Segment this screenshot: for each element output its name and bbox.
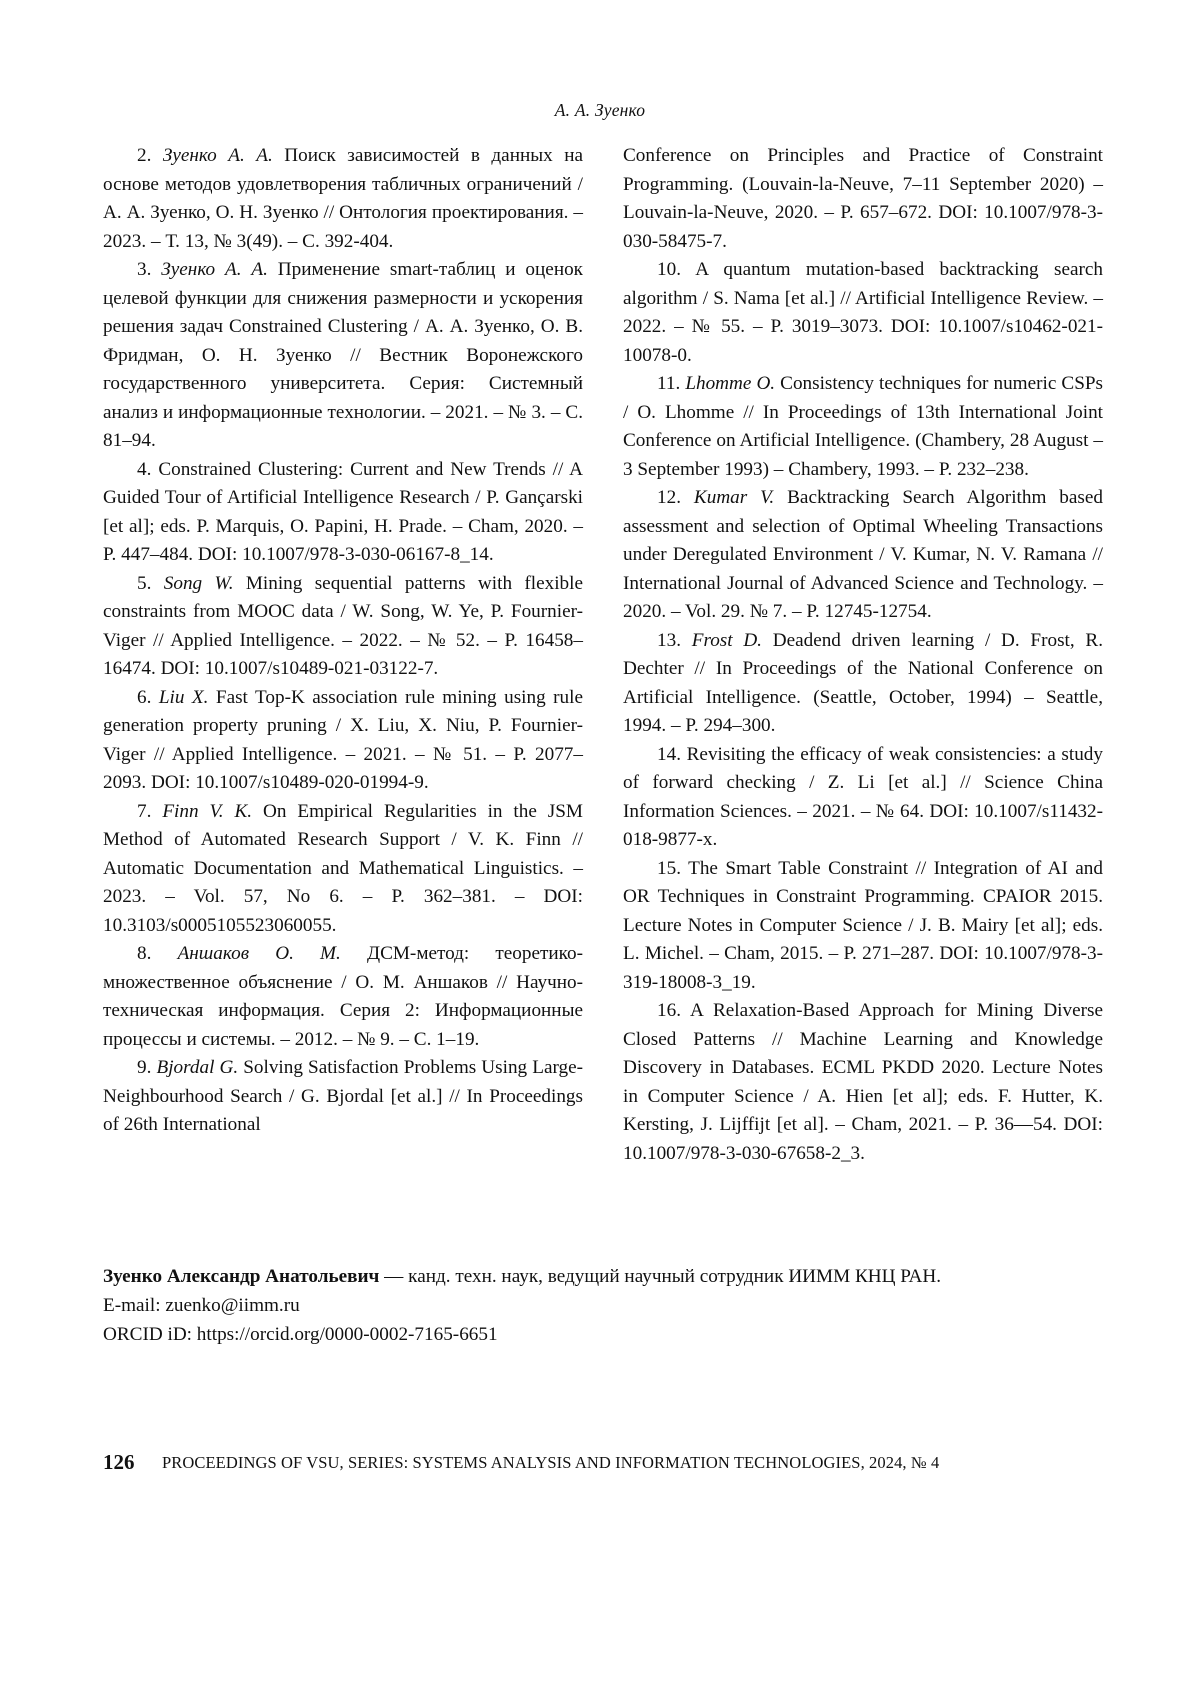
reference-number: 11. xyxy=(657,373,681,394)
reference-item xyxy=(623,484,1103,627)
reference-text: A quantum mutation-based backtracking search algorithm / S. Nama [et al.] // Artificial Intelligence Review. – 2022. – № 55. – P. 3019–3073. DOI: 10.1007/s10462-021-10078-0. xyxy=(623,259,1103,366)
reference-text: Conference on Principles and Practice of Constraint Programming. (Louvain-la-Neuve, 7–11 September 2020) – Louvain-la-Neuve, 2020. – P. 657–672. DOI: 10.1007/978-3-030-58475-7. xyxy=(623,145,1103,252)
reference-author: Аншаков О. М. xyxy=(177,943,341,964)
author-name: Зуенко Александр Анатольевич xyxy=(103,1266,380,1287)
reference-author: Frost D. xyxy=(691,629,762,651)
journal-footer-line: PROCEEDINGS OF VSU, SERIES: SYSTEMS ANALYSIS AND INFORMATION TECHNOLOGIES, 2024, № 4 xyxy=(162,1453,940,1472)
reference-number: 6. xyxy=(137,686,152,708)
reference-author: Kumar V. xyxy=(693,487,775,508)
reference-number: 12. xyxy=(657,487,681,508)
author-orcid: ORCID iD: https://orcid.org/0000-0002-7165-6651 xyxy=(103,1324,498,1345)
reference-number: 7. xyxy=(137,800,152,822)
reference-item xyxy=(623,741,1103,855)
left-column xyxy=(103,142,583,1168)
reference-text: ДСМ-метод: теоретико-множественное объяснение / О. М. Аншаков // Научно-техническая информация. Серия 2: Информационные процессы и системы. – 2012. – № 9. – С. 1–19. xyxy=(103,943,583,1050)
reference-text: Применение smart-таблиц и оценок целевой функции для снижения размерности и ускорения решения задач Constrained Clustering / А. А. Зуенко, О. В. Фридман, О. Н. Зуенко // Вестник Воронежского государственного университета. Серия: Системный анализ и информационные технологии. – 2021. – № 3. – С. 81–94. xyxy=(103,259,583,451)
reference-number: 14. xyxy=(657,743,681,765)
reference-item xyxy=(103,940,583,1054)
reference-text: Solving Satisfaction Problems Using Large-Neighbourhood Search / G. Bjordal [et al.] // In Proceedings of 26th International xyxy=(103,1057,584,1135)
reference-author: Bjordal G. xyxy=(156,1057,239,1078)
reference-item xyxy=(623,370,1103,484)
reference-item xyxy=(623,855,1103,998)
author-name-line xyxy=(103,1262,1103,1291)
reference-text: Backtracking Search Algorithm based assessment and selection of Optimal Wheeling Transactions under Deregulated Environment / V. Kumar, N. V. Ramana // International Journal of Advanced Science and Technology. – 2020. – Vol. 29. № 7. – P. 12745-12754. xyxy=(623,487,1103,622)
author-info-block xyxy=(103,1262,1103,1349)
reference-text: Constrained Clustering: Current and New Trends // A Guided Tour of Artificial Intelligence Research / P. Gançarski [et al]; eds. P. Marquis, O. Papini, H. Prade. – Cham, 2020. – P. 447–484. DOI: 10.1007/978-3-030-06167-8_14. xyxy=(103,458,584,565)
reference-author: Lhomme O. xyxy=(685,373,776,394)
reference-number: 13. xyxy=(657,629,681,651)
page-number: 126 xyxy=(103,1450,135,1474)
reference-text: On Empirical Regularities in the JSM Method of Automated Research Support / V. K. Finn // Automatic Documentation and Mathematical Linguistics. – 2023. – Vol. 57, No 6. – P. 362–381. – DOI: 10.3103/s0005105523060055. xyxy=(103,800,583,936)
reference-number: 5. xyxy=(137,572,152,594)
author-email: E-mail: zuenko@iimm.ru xyxy=(103,1295,300,1316)
reference-text: Deadend driven learning / D. Frost, R. Dechter // In Proceedings of the National Conference on Artificial Intelligence. (Seattle, October, 1994) – Seattle, 1994. – P. 294–300. xyxy=(623,629,1103,736)
reference-text: Revisiting the efficacy of weak consistencies: a study of forward checking / Z. Li [et al.] // Science China Information Sciences. – 2021. – № 64. DOI: 10.1007/s11432-018-9877-x. xyxy=(623,743,1103,850)
reference-number: 10. xyxy=(657,259,681,280)
reference-item xyxy=(103,1054,583,1140)
reference-item xyxy=(103,798,583,941)
reference-author: Song W. xyxy=(163,572,234,594)
reference-number: 8. xyxy=(137,943,152,964)
reference-item xyxy=(623,256,1103,370)
reference-author: Зуенко А. А. xyxy=(161,259,268,280)
reference-number: 15. xyxy=(657,857,681,879)
reference-item xyxy=(103,684,583,798)
reference-number: 2. xyxy=(137,145,152,166)
reference-number: 16. xyxy=(657,1000,681,1021)
reference-text: Mining sequential patterns with flexible constraints from MOOC data / W. Song, W. Ye, P. Fournier-Viger // Applied Intelligence. – 2022. – № 52. – P. 16458–16474. DOI: 10.1007/s10489-021-03122-7. xyxy=(103,572,583,679)
author-affiliation: — канд. техн. наук, ведущий научный сотрудник ИИММ КНЦ РАН. xyxy=(379,1266,941,1287)
reference-text: The Smart Table Constraint // Integration of AI and OR Techniques in Constraint Programming. CPAIOR 2015. Lecture Notes in Computer Science / J. B. Mairy [et al]; eds. L. Michel. – Cham, 2015. – P. 271–287. DOI: 10.1007/978-3-319-18008-3_19. xyxy=(623,857,1103,993)
running-head: А. А. Зуенко xyxy=(554,100,646,120)
reference-text: A Relaxation-Based Approach for Mining Diverse Closed Patterns // Machine Learning and Knowledge Discovery in Databases. ECML PKDD 2020. Lecture Notes in Computer Science / A. Hien [et al]; eds. F. Hutter, K. Kersting, J. Lijffijt [et al]. – Cham, 2021. – P. 36—54. DOI: 10.1007/978-3-030-67658-2_3. xyxy=(623,1000,1103,1164)
reference-text: Fast Top-K association rule mining using rule generation property pruning / X. Liu, X. Niu, P. Fournier-Viger // Applied Intelligence. – 2021. – № 51. – P. 2077–2093. DOI: 10.1007/s10489-020-01994-9. xyxy=(103,686,583,793)
reference-author: Liu X. xyxy=(158,686,209,708)
reference-number: 3. xyxy=(137,259,152,280)
reference-author: Finn V. K. xyxy=(162,800,253,822)
reference-author: Зуенко А. А. xyxy=(162,145,273,166)
reference-columns xyxy=(103,142,1103,1168)
reference-item-continuation xyxy=(623,142,1103,256)
reference-item xyxy=(103,142,583,256)
reference-number: 9. xyxy=(137,1057,152,1078)
reference-number: 4. xyxy=(137,458,152,480)
reference-item xyxy=(103,456,583,570)
reference-item xyxy=(623,627,1103,741)
reference-item xyxy=(103,570,583,684)
right-column xyxy=(623,142,1103,1168)
reference-item xyxy=(623,997,1103,1168)
reference-text: Поиск зависимостей в данных на основе методов удовлетворения табличных ограничений / А. А. Зуенко, О. Н. Зуенко // Онтология проектирования. – 2023. – Т. 13, № 3(49). – С. 392-404. xyxy=(103,145,583,252)
reference-text: Consistency techniques for numeric CSPs / O. Lhomme // In Proceedings of 13th International Joint Conference on Artificial Intelligence. (Chambery, 28 August – 3 September 1993) – Chambery, 1993. – P. 232–238. xyxy=(623,373,1103,480)
reference-item xyxy=(103,256,583,456)
